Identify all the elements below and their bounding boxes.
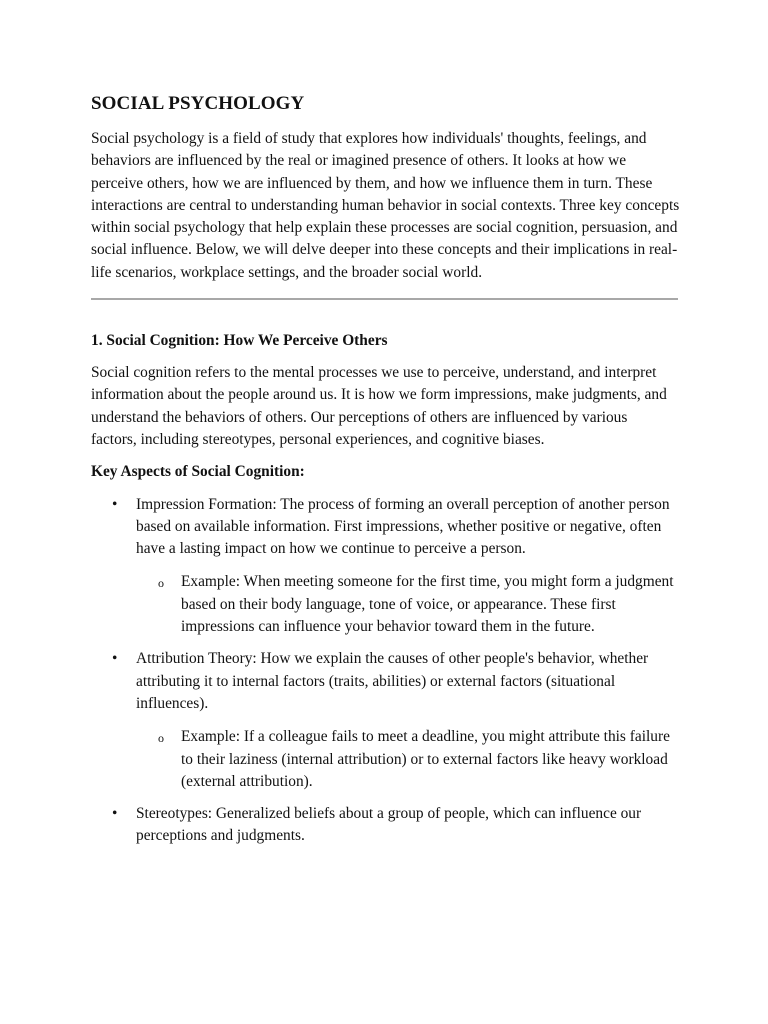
section-paragraph: Social cognition refers to the mental processes we use to perceive, understand, and interpret information about the people around us. It is how we form impressions, make judgments, and understand the behaviors of others. Our perceptions of others are influenced by various factors, including stereotypes, personal experiences, and cognitive biases. (91, 364, 667, 448)
list-item (91, 803, 678, 848)
sub-bullet-icon: o (158, 576, 164, 591)
bullet-icon: • (112, 495, 118, 513)
sub-list-item (136, 726, 678, 793)
section-divider (91, 298, 678, 300)
list-item (91, 494, 678, 639)
sub-list-item-text: Example: If a colleague fails to meet a deadline, you might attribute this failure to their laziness (internal attribution) or to external factors like heavy workload (external attribution). (181, 728, 670, 790)
section-heading: 1. Social Cognition: How We Perceive Others (91, 332, 388, 350)
list-item-text: Attribution Theory: How we explain the causes of other people's behavior, whether attributing it to internal factors (traits, abilities) or external factors (situational influences). (136, 650, 649, 712)
sub-bullet-icon: o (158, 731, 164, 746)
list-item-text: Stereotypes: Generalized beliefs about a group of people, which can influence our perceptions and judgments. (136, 805, 642, 845)
bullet-icon: • (112, 805, 118, 823)
list-item (91, 648, 678, 793)
list-item-text: Impression Formation: The process of forming an overall perception of another person based on available information. First impressions, whether positive or negative, often have a lasting impact on how we continue to perceive a person. (136, 495, 670, 558)
sub-list-item (136, 571, 678, 638)
intro-paragraph: Social psychology is a field of study that explores how individuals' thoughts, feelings, and behaviors are influenced by the real or imagined presence of others. It looks at how we perceive others, how we are influenced by them, and how we influence them in turn. These interactions are central to understanding human behavior in social contexts. Three key concepts within social psychology that help explain these processes are social cognition, persuasion, and social influence. Below, we will delve deeper into these concepts and their implications in real-life scenarios, workplace settings, and the broader social world. (91, 130, 680, 281)
key-aspects-heading: Key Aspects of Social Cognition: (91, 463, 305, 481)
sub-list-item-text: Example: When meeting someone for the first time, you might form a judgment based on their body language, tone of voice, or appearance. These first impressions can influence your behavior toward them in the future. (181, 573, 674, 636)
document-title: SOCIAL PSYCHOLOGY (91, 93, 305, 114)
sub-list (136, 726, 678, 793)
key-aspects-list (91, 494, 677, 848)
sub-list (136, 571, 678, 638)
bullet-icon: • (112, 650, 118, 668)
